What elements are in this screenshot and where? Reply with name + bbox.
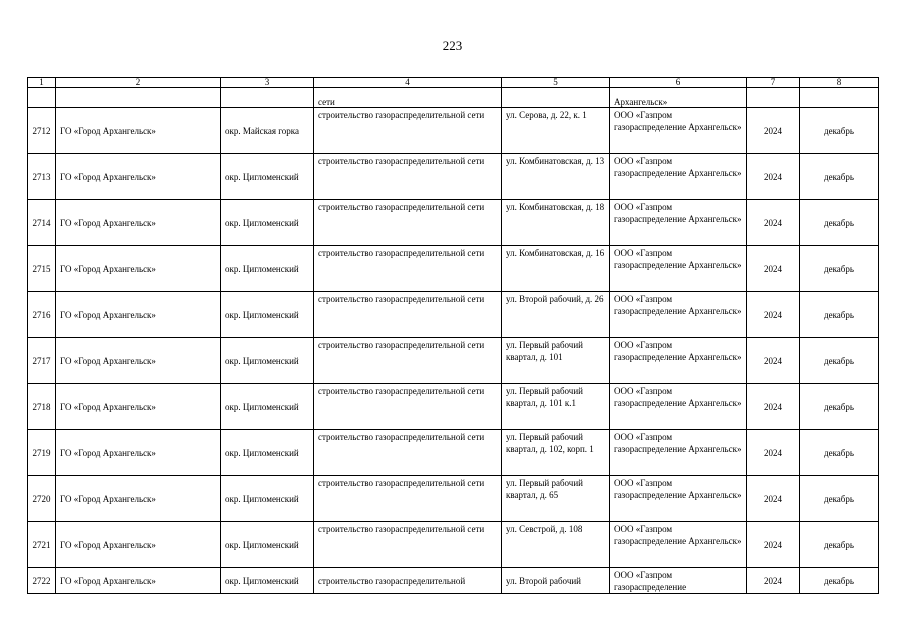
cell-year: 2024 [747, 246, 800, 292]
table-row [28, 246, 879, 292]
cell-org-continued: Архангельск» [610, 88, 747, 108]
cell-organization: ООО «Газпром газораспределение Архангельск» [610, 384, 747, 430]
table-row [28, 200, 879, 246]
column-number-row [28, 78, 879, 88]
cell-work: строительство газораспределительной сети [314, 200, 502, 246]
cell-district: окр. Цигломенский [221, 522, 314, 568]
cell-year: 2024 [747, 384, 800, 430]
column-header: 2 [56, 78, 221, 88]
cell-number: 2714 [28, 200, 56, 246]
cell [56, 88, 221, 108]
table-row [28, 154, 879, 200]
cell-address: ул. Первый рабочий квартал, д. 101 к.1 [502, 384, 610, 430]
cell-work: строительство газораспределительной сети [314, 108, 502, 154]
cell-district: окр. Цигломенский [221, 430, 314, 476]
cell-month: декабрь [800, 568, 879, 594]
column-header: 6 [610, 78, 747, 88]
cell-number: 2716 [28, 292, 56, 338]
cell-municipality: ГО «Город Архангельск» [56, 568, 221, 594]
table-row [28, 476, 879, 522]
cell-district: окр. Цигломенский [221, 246, 314, 292]
cell-organization: ООО «Газпром газораспределение Архангельск» [610, 338, 747, 384]
cell-month: декабрь [800, 200, 879, 246]
cell-address: ул. Севстрой, д. 108 [502, 522, 610, 568]
cell-work-continued: сети [314, 88, 502, 108]
cell-year: 2024 [747, 430, 800, 476]
cell-municipality: ГО «Город Архангельск» [56, 292, 221, 338]
cell-year: 2024 [747, 522, 800, 568]
cell-number: 2717 [28, 338, 56, 384]
cell-number: 2712 [28, 108, 56, 154]
cell-number: 2720 [28, 476, 56, 522]
cell-year: 2024 [747, 108, 800, 154]
cell-work: строительство газораспределительной сети [314, 338, 502, 384]
cell [502, 88, 610, 108]
cell [28, 88, 56, 108]
table-row [28, 522, 879, 568]
table-row [28, 430, 879, 476]
cell-year: 2024 [747, 476, 800, 522]
cell-municipality: ГО «Город Архангельск» [56, 154, 221, 200]
cell-organization: ООО «Газпром газораспределение Архангельск» [610, 522, 747, 568]
column-header: 1 [28, 78, 56, 88]
cell-municipality: ГО «Город Архангельск» [56, 246, 221, 292]
table-row [28, 108, 879, 154]
cell-district: окр. Цигломенский [221, 154, 314, 200]
cell-municipality: ГО «Город Архангельск» [56, 430, 221, 476]
cell-number: 2722 [28, 568, 56, 594]
cell-year: 2024 [747, 154, 800, 200]
cell-municipality: ГО «Город Архангельск» [56, 338, 221, 384]
cell-work: строительство газораспределительной сети [314, 430, 502, 476]
cell-district: окр. Цигломенский [221, 476, 314, 522]
cell-number: 2719 [28, 430, 56, 476]
cell-work: строительство газораспределительной сети [314, 246, 502, 292]
cell [221, 88, 314, 108]
cell-month: декабрь [800, 246, 879, 292]
cell-address: ул. Комбинатовская, д. 16 [502, 246, 610, 292]
cell-number: 2715 [28, 246, 56, 292]
cell-year: 2024 [747, 200, 800, 246]
cell-district: окр. Цигломенский [221, 384, 314, 430]
cell-address: ул. Комбинатовская, д. 18 [502, 200, 610, 246]
cell-month: декабрь [800, 338, 879, 384]
cell-district: окр. Цигломенский [221, 568, 314, 594]
table-row [28, 292, 879, 338]
cell-organization: ООО «Газпром газораспределение Архангельск» [610, 292, 747, 338]
cell-month: декабрь [800, 154, 879, 200]
cell-organization: ООО «Газпром газораспределение Архангельск» [610, 430, 747, 476]
cell-address: ул. Первый рабочий квартал, д. 102, корп. 1 [502, 430, 610, 476]
cell-work: строительство газораспределительной сети [314, 522, 502, 568]
cell-month: декабрь [800, 430, 879, 476]
column-header: 5 [502, 78, 610, 88]
cell-municipality: ГО «Город Архангельск» [56, 384, 221, 430]
cell [747, 88, 800, 108]
gasification-schedule-table [27, 77, 879, 594]
continuation-row [28, 88, 879, 108]
cell-organization: ООО «Газпром газораспределение Архангельск» [610, 108, 747, 154]
cell-organization: ООО «Газпром газораспределение Архангельск» [610, 476, 747, 522]
cell-month: декабрь [800, 384, 879, 430]
cell-district: окр. Майская горка [221, 108, 314, 154]
cell-municipality: ГО «Город Архангельск» [56, 108, 221, 154]
cell [800, 88, 879, 108]
cell-month: декабрь [800, 476, 879, 522]
cell-number: 2721 [28, 522, 56, 568]
cell-address: ул. Второй рабочий [502, 568, 610, 594]
table-row [28, 568, 879, 594]
table-row [28, 384, 879, 430]
column-header: 4 [314, 78, 502, 88]
cell-number: 2718 [28, 384, 56, 430]
column-header: 3 [221, 78, 314, 88]
cell-work: строительство газораспределительной сети [314, 292, 502, 338]
cell-month: декабрь [800, 108, 879, 154]
column-header: 8 [800, 78, 879, 88]
cell-year: 2024 [747, 568, 800, 594]
cell-number: 2713 [28, 154, 56, 200]
cell-work: строительство газораспределительной сети [314, 476, 502, 522]
cell-address: ул. Первый рабочий квартал, д. 65 [502, 476, 610, 522]
cell-year: 2024 [747, 292, 800, 338]
cell-address: ул. Серова, д. 22, к. 1 [502, 108, 610, 154]
cell-municipality: ГО «Город Архангельск» [56, 522, 221, 568]
cell-year: 2024 [747, 338, 800, 384]
cell-organization: ООО «Газпром газораспределение Архангельск» [610, 200, 747, 246]
cell-work: строительство газораспределительной сети [314, 384, 502, 430]
cell-municipality: ГО «Город Архангельск» [56, 476, 221, 522]
cell-month: декабрь [800, 292, 879, 338]
cell-address: ул. Первый рабочий квартал, д. 101 [502, 338, 610, 384]
table-row [28, 338, 879, 384]
cell-district: окр. Цигломенский [221, 200, 314, 246]
cell-address: ул. Комбинатовская, д. 13 [502, 154, 610, 200]
cell-organization: ООО «Газпром газораспределение [610, 568, 747, 594]
column-header: 7 [747, 78, 800, 88]
page-number: 223 [442, 38, 463, 53]
cell-organization: ООО «Газпром газораспределение Архангельск» [610, 246, 747, 292]
cell-district: окр. Цигломенский [221, 338, 314, 384]
cell-month: декабрь [800, 522, 879, 568]
cell-work: строительство газораспределительной сети [314, 154, 502, 200]
cell-work: строительство газораспределительной [314, 568, 502, 594]
cell-municipality: ГО «Город Архангельск» [56, 200, 221, 246]
cell-address: ул. Второй рабочий, д. 26 [502, 292, 610, 338]
cell-organization: ООО «Газпром газораспределение Архангельск» [610, 154, 747, 200]
cell-district: окр. Цигломенский [221, 292, 314, 338]
